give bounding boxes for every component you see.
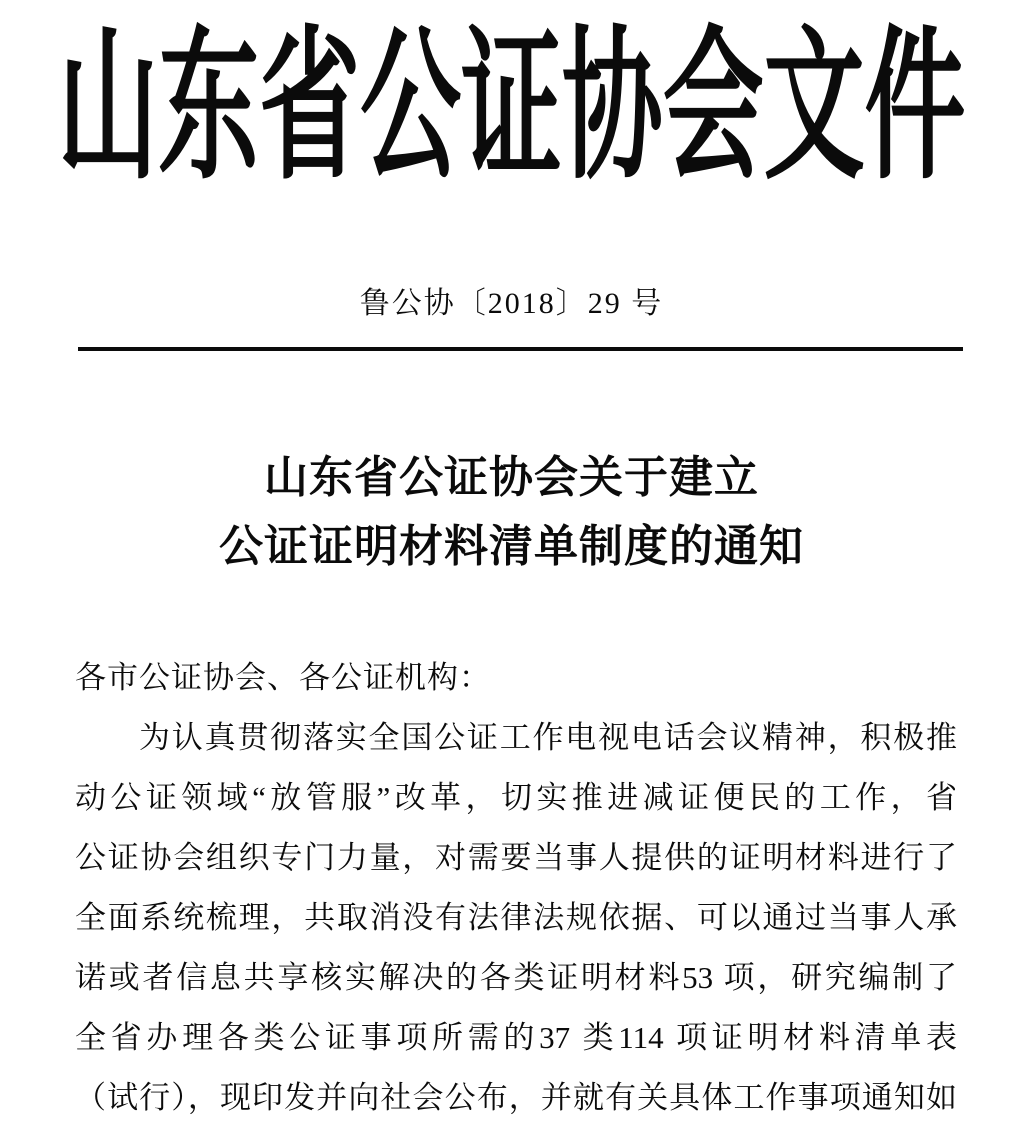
body-line: 动公证领域“放管服”改革，切实推进减证便民的工作，省 xyxy=(75,780,957,815)
document-body xyxy=(75,648,957,1126)
notice-title-line2: 公证证明材料清单制度的通知 xyxy=(219,522,804,571)
body-line: 全面系统梳理，共取消没有法律法规依据、可以通过当事人承 xyxy=(75,900,957,935)
body-line: 为认真贯彻落实全国公证工作电视电话会议精神，积极推 xyxy=(139,720,957,755)
notice-title-line1: 山东省公证协会关于建立 xyxy=(264,453,759,502)
notice-title xyxy=(0,443,1023,581)
document-number: 鲁公协〔2018〕29 号 xyxy=(359,287,664,320)
salutation-line: 各市公证协会、各公证机构： xyxy=(75,660,491,695)
separator-rule xyxy=(78,347,963,351)
body-line: （试行），现印发并向社会公布，并就有关具体工作事项通知如 xyxy=(75,1080,957,1115)
letterhead-title: 山东省公证协会文件 xyxy=(57,17,966,200)
body-line: 诺或者信息共享核实解决的各类证明材料53 项，研究编制了 xyxy=(75,960,957,995)
body-line: 公证协会组织专门力量，对需要当事人提供的证明材料进行了 xyxy=(75,840,957,875)
body-line: 全省办理各类公证事项所需的37 类114 项证明材料清单表 xyxy=(75,1020,957,1055)
